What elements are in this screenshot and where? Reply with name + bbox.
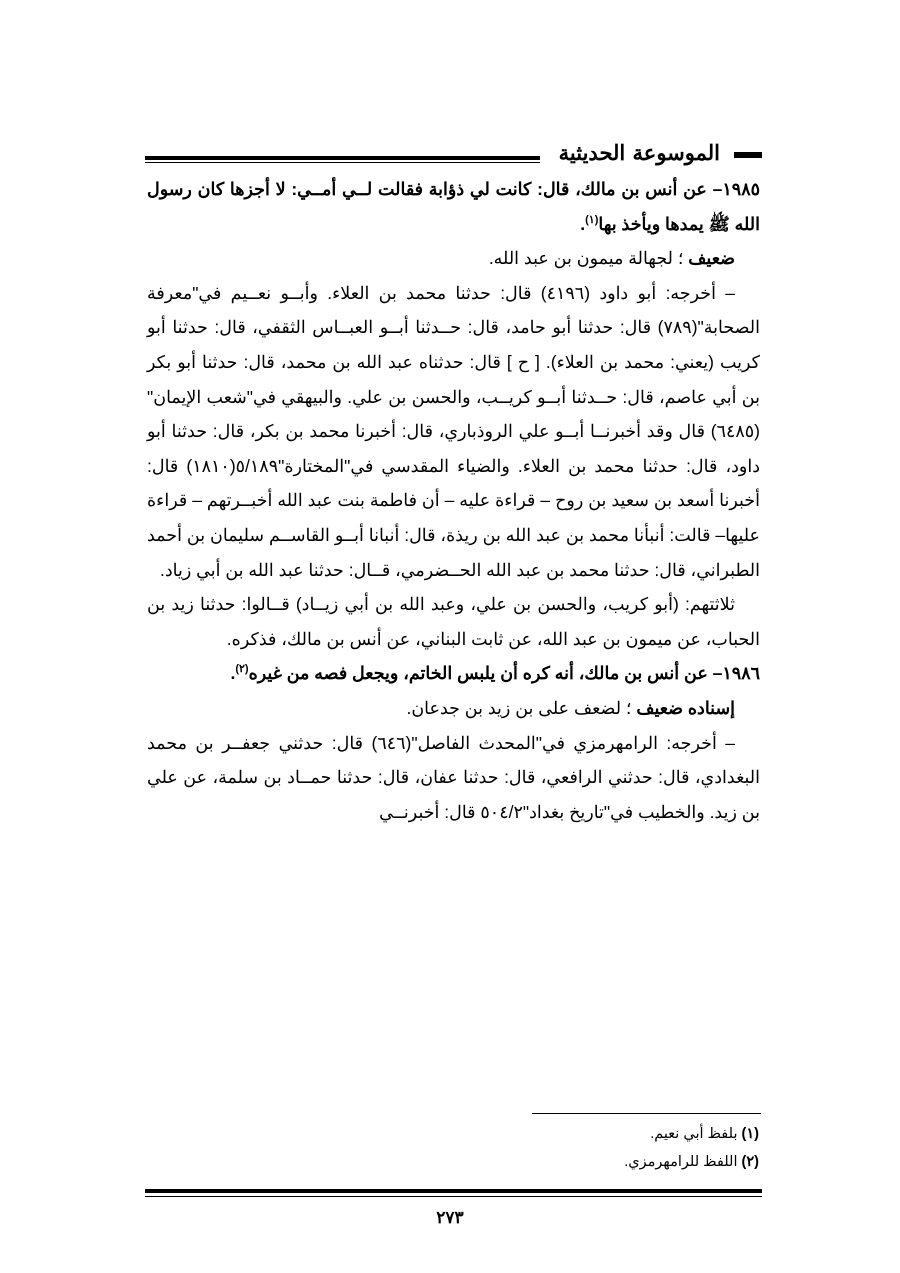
page-body [147, 172, 760, 829]
footnote-text: اللفظ للرامهرمزي. [624, 1154, 742, 1170]
grade-1985 [147, 241, 760, 276]
footnote-1 [530, 1120, 759, 1148]
footnote-number: (١) [741, 1126, 759, 1142]
footer-rule-thick [145, 1189, 762, 1193]
header-rule-thin [145, 162, 540, 163]
footnote-text: بلفظ أبي نعيم. [650, 1126, 742, 1142]
header-rule-thick [145, 156, 540, 160]
grade-text: ؛ لجهالة ميمون بن عبد الله. [488, 248, 689, 269]
header-rule-right [734, 152, 762, 158]
takhrij-1985: – أخرجه: أبو داود (٤١٩٦) قال: حدثنا محمد بن العلاء. وأبــو نعــيم في"معرفة الصحابة"(٧٨٩) قال: حدثنا أبو حامد، قال: حــدثنا أبــو العبــاس الثقفي، قال: حدثنا أبو كريب (يعني: محمد بن العلاء). [ ح ] قال: حدثناه عبد الله بن محمد، قال: حدثنا أبو بكر بن أبي عاصم، قال: حــدثنا أبــو كريــب، والحسن بن علي. والبيهقي في"شعب الإيمان"(٦٤٨٥) قال وقد أخبرنــا أبــو علي الروذباري، قال: أخبرنا محمد بن بكر، قال: حدثنا أبو داود، قال: حدثنا محمد بن العلاء. والضياء المقدسي في"المختارة"٥/١٨٩(١٨١٠) قال: أخبرنا أسعد بن سعيد بن روح – قراءة عليه – أن فاطمة بنت عبد الله أخبــرتهم – قراءة عليها– قالت: أنبأنا محمد بن عبد الله بن ريذة، قال: أنبانا أبــو القاســم سليمان بن أحمد الطبراني، قال: حدثنا محمد بن عبد الله الحــضرمي، قــال: حدثنا عبد الله بن أبي زياد. [147, 282, 760, 580]
grade-label: ضعيف [688, 248, 735, 269]
header-title: الموسوعة الحديثية [558, 140, 720, 165]
page-number: ٢٧٣ [436, 1208, 464, 1227]
hadith-end: . [580, 213, 586, 234]
grade-1986 [147, 691, 760, 726]
hadith-1985 [147, 172, 760, 241]
takhrij-1986: – أخرجه: الرامهرمزي في"المحدث الفاصل"(٦٤٦) قال: حدثني جعفــر بن محمد البغدادي، قال: حدثني الرافعي، قال: حدثنا عفان، قال: حدثنا حمــاد بن سلمة، عن علي بن زيد. والخطيب في"تاريخ بغداد"٥٠٤/٢ قال: أخبرنــي [147, 732, 760, 822]
footnote-ref: (٢) [235, 663, 249, 676]
footnote-number: (٢) [741, 1154, 759, 1170]
takhrij-1985-summary: ثلاثتهم: (أبو كريب، والحسن بن علي، وعبد الله بن أبي زيــاد) قــالوا: حدثنا زيد بن الحباب، عن ميمون بن عبد الله، عن ثابت البناني، عن أنس بن مالك، فذكره. [147, 594, 760, 649]
hadith-1986 [147, 656, 760, 691]
grade-text: ؛ لضعف على بن زيد بن جدعان. [406, 697, 637, 718]
page-header [145, 140, 762, 170]
footnote-ref: (١) [585, 213, 599, 226]
hadith-text: ١٩٨٥– عن أنس بن مالك، قال: كانت لي ذؤابة فقالت لــي أمــي: لا أجزها كان رسول الله ﷺ يمدها ويأخذ بها [147, 179, 760, 234]
footnote-separator [532, 1113, 761, 1114]
footer-rule-thin [145, 1196, 762, 1197]
hadith-end: . [230, 663, 236, 684]
footnote-2 [530, 1148, 759, 1176]
grade-label: إسناده ضعيف [636, 697, 735, 718]
footnotes [530, 1120, 759, 1176]
hadith-text: ١٩٨٦– عن أنس بن مالك، أنه كره أن يلبس الخاتم، ويجعل فصه من غيره [248, 663, 760, 684]
